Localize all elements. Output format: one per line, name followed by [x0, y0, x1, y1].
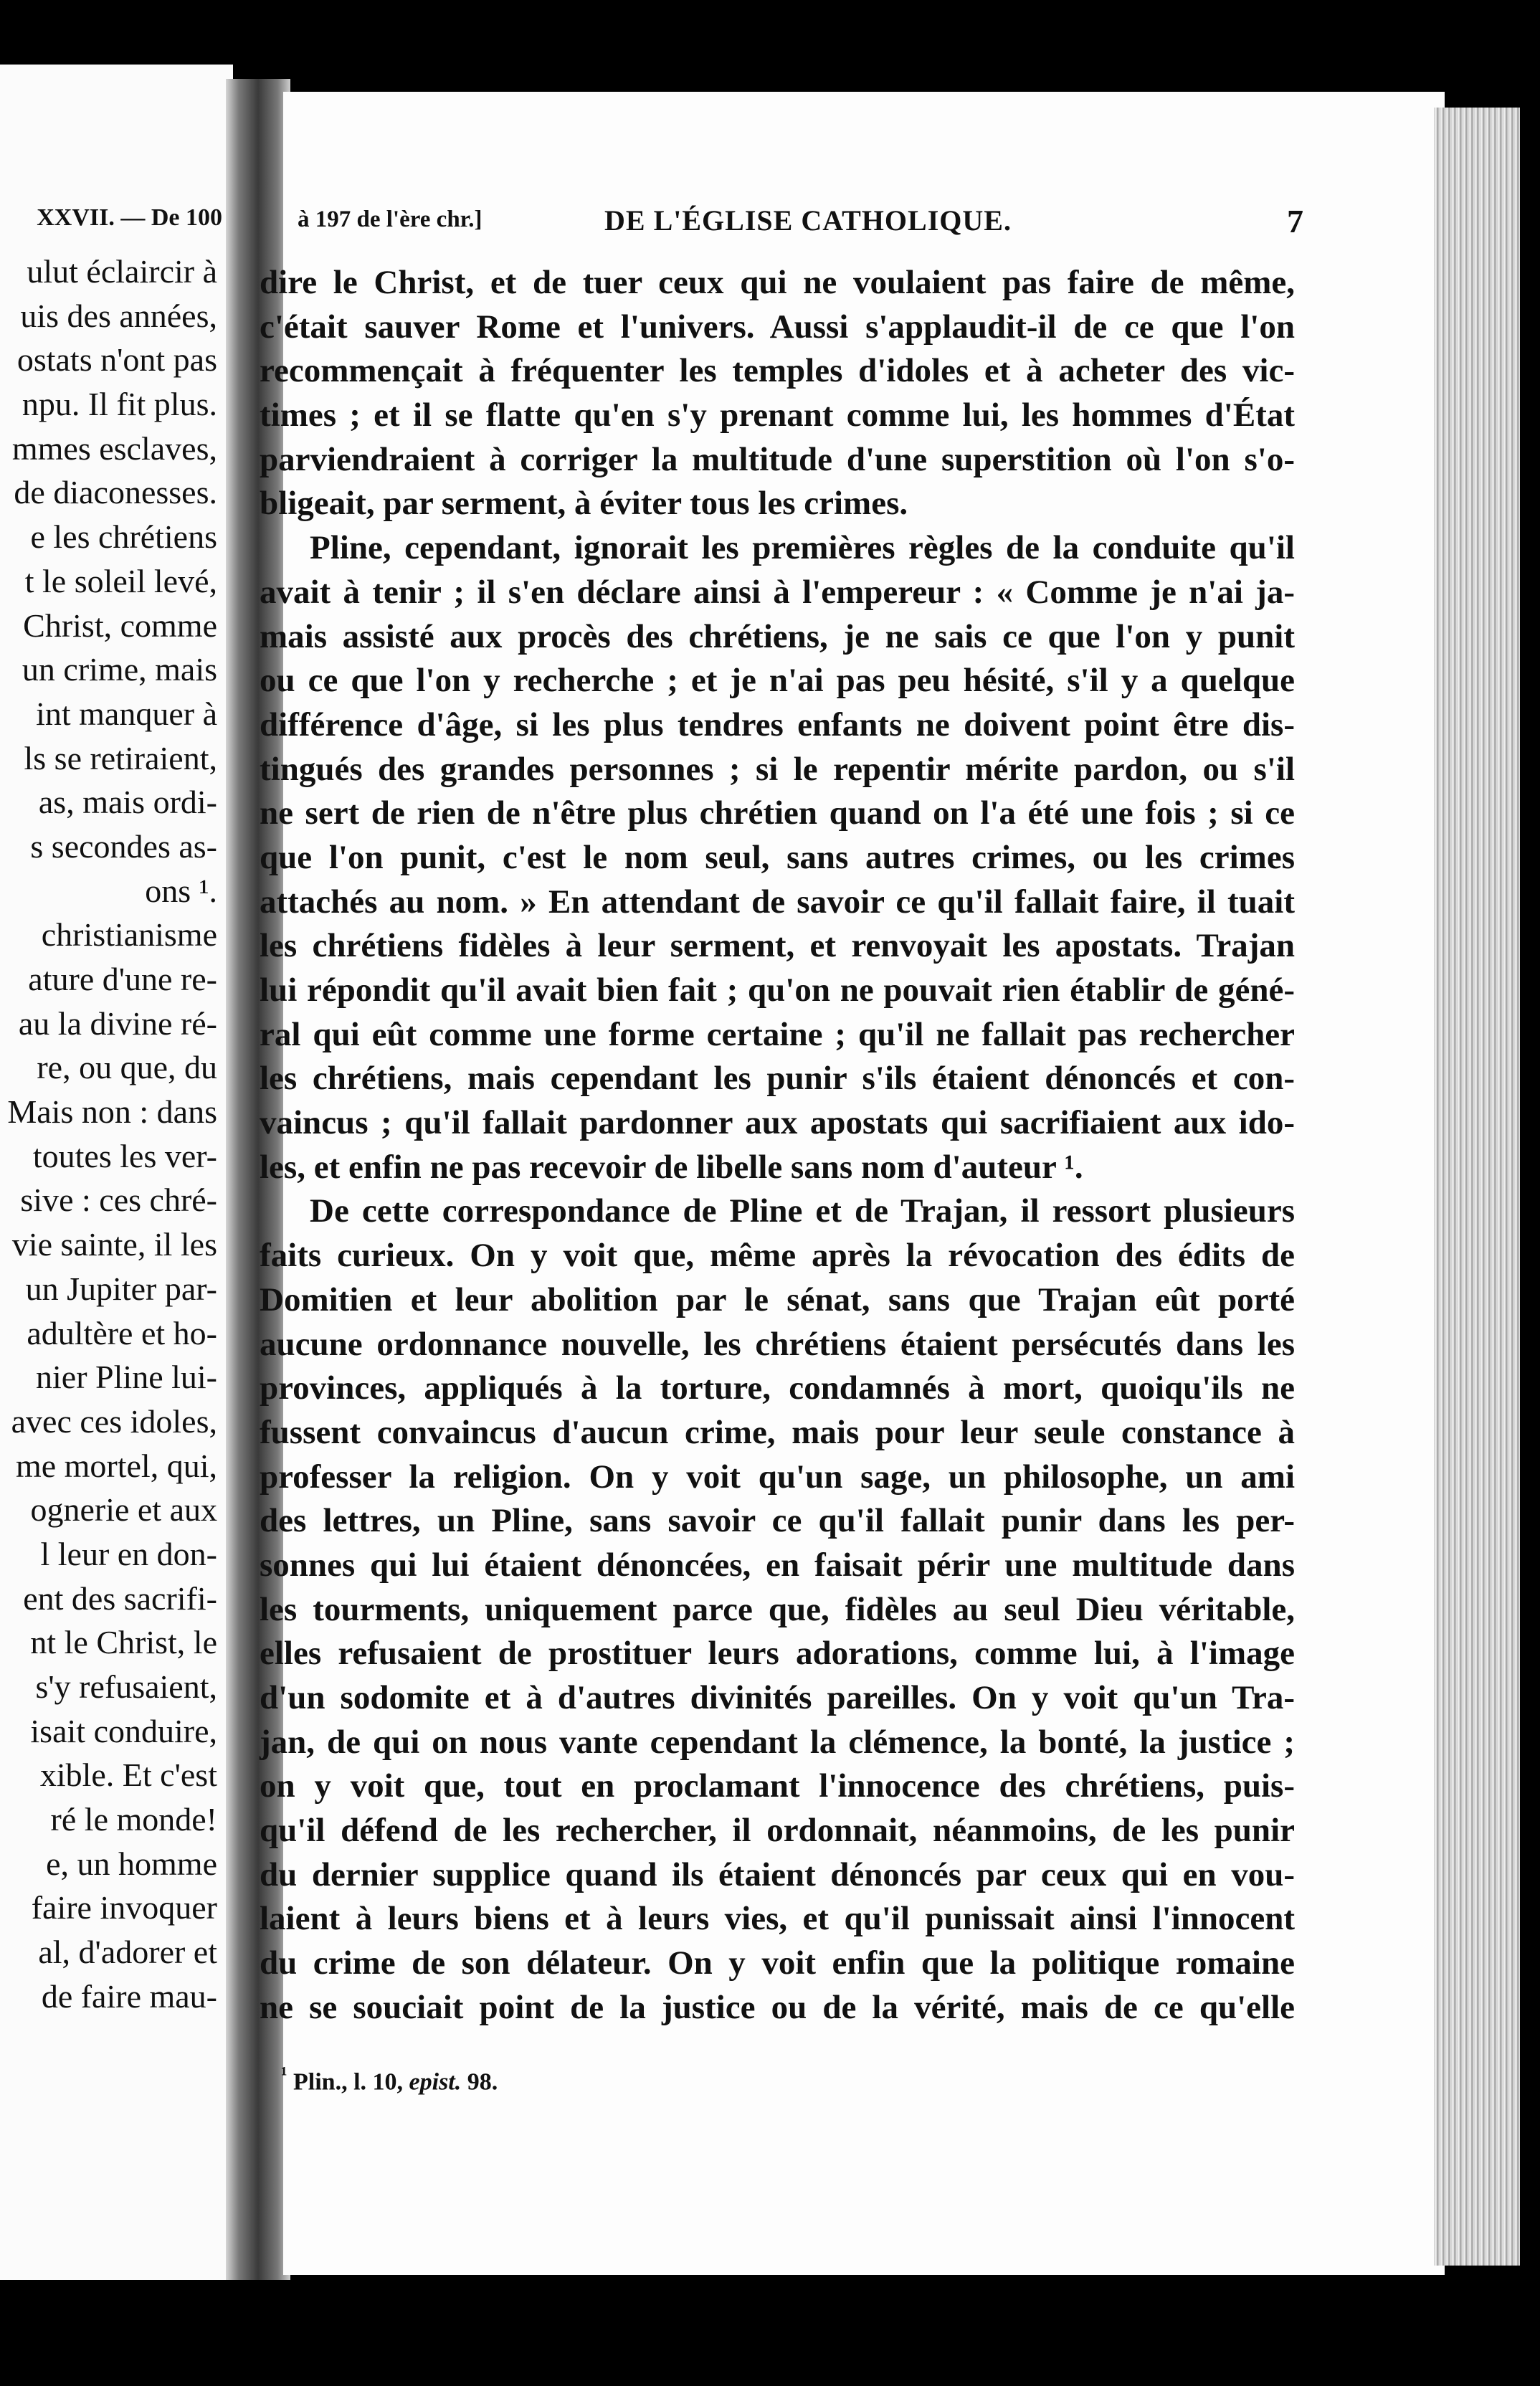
left-page-line: npu. Il fit plus. [22, 386, 217, 423]
text-line: les chrétiens fidèles à leur serment, et renvoyait les apostats. Trajan [260, 927, 1295, 965]
left-page-line: de faire mau- [41, 1977, 217, 2015]
text-line: du dernier supplice quand ils étaient dénoncés par ceux qui en vou- [260, 1855, 1295, 1893]
text-line: vaincus ; qu'il fallait pardonner aux apostats qui sacrifiaient aux ido- [260, 1104, 1295, 1142]
left-page-line: ognerie et aux [30, 1491, 217, 1529]
left-page-line: vie sainte, il les [11, 1226, 217, 1263]
text-line: Pline, cependant, ignorait les premières règles de la conduite qu'il [310, 529, 1295, 567]
text-line: sonnes qui lui étaient dénoncées, en faisait périr une multitude dans [260, 1546, 1295, 1584]
text-line: laient à leurs biens et à leurs vies, et qu'il punissait ainsi l'innocent [260, 1900, 1295, 1938]
footnote-number: 98. [467, 2068, 498, 2096]
text-line: attachés au nom. » En attendant de savoir ce qu'il fallait faire, il tuait [260, 883, 1295, 921]
left-page-line: ature d'une re- [28, 961, 217, 997]
left-page-line: nt le Christ, le [30, 1624, 217, 1661]
text-line: provinces, appliqués à la torture, condamnés à mort, quoiqu'ils ne [260, 1369, 1295, 1407]
text-line: aucune ordonnance nouvelle, les chrétiens étaient persécutés dans les [260, 1325, 1295, 1363]
text-line: du crime de son délateur. On y voit enfin que la politique romaine [260, 1944, 1295, 1982]
text-line: recommençait à fréquenter les temples d'idoles et à acheter des vic- [260, 352, 1295, 390]
text-line: d'un sodomite et à d'autres divinités pareilles. On y voit qu'un Tra- [260, 1679, 1295, 1716]
text-line: différence d'âge, si les plus tendres enfants ne doivent point être dis- [260, 705, 1295, 743]
text-line: que l'on punit, c'est le nom seul, sans autres crimes, ou les crimes [260, 838, 1295, 876]
left-page-line: faire invoquer [31, 1889, 217, 1926]
footnote-italic: epist. [409, 2068, 462, 2096]
left-page-line: al, d'adorer et [38, 1934, 217, 1971]
text-line: les chrétiens, mais cependant les punir s'ils étaient dénoncés et con- [260, 1060, 1295, 1098]
left-page-line: christianisme [41, 916, 217, 954]
running-head-date-range: à 197 de l'ère chr.] [298, 206, 483, 232]
text-line: mais assisté aux procès des chrétiens, je ne sais ce que l'on y punit [260, 617, 1295, 655]
text-line: ou ce que l'on y recherche ; et je n'ai pas peu hésité, s'il y a quelque [260, 662, 1295, 700]
left-page [0, 65, 233, 2280]
left-page-line: Mais non : dans [7, 1093, 217, 1131]
text-line: bligeait, par serment, à éviter tous les crimes. [260, 485, 908, 523]
left-page-line: me mortel, qui, [15, 1447, 217, 1484]
left-page-running-head: XXVII. — De 100 [37, 204, 222, 231]
left-page-line: t le soleil levé, [24, 562, 217, 599]
left-page-line: sive : ces chré- [20, 1182, 217, 1219]
text-line: avait à tenir ; il s'en déclare ainsi à l'empereur : « Comme je n'ai ja- [260, 573, 1295, 611]
text-line: jan, de qui on nous vante cependant la clémence, la bonté, la justice ; [260, 1723, 1295, 1761]
left-page-line: e les chrétiens [30, 518, 217, 556]
text-line: times ; et il se flatte qu'en s'y prenant comme lui, les hommes d'État [260, 396, 1295, 434]
text-line: c'était sauver Rome et l'univers. Aussi s'applaudit-il de ce que l'on [260, 308, 1295, 346]
page-number: 7 [1287, 203, 1303, 239]
left-page-line: avec ces idoles, [11, 1402, 217, 1440]
text-line: les, et enfin ne pas recevoir de libelle sans nom d'auteur ¹. [260, 1148, 1083, 1186]
text-line: lui répondit qu'il avait bien fait ; qu'on ne pouvait rien établir de géné- [260, 971, 1295, 1009]
left-page-line: ons ¹. [145, 872, 217, 909]
left-page-line: de diaconesses. [14, 474, 217, 511]
left-page-line: ostats n'ont pas [16, 341, 217, 379]
text-line: ne se souciait point de la justice ou de la vérité, mais de ce qu'elle [260, 1988, 1295, 2026]
text-line: Domitien et leur abolition par le sénat, sans que Trajan eût porté [260, 1280, 1295, 1318]
text-line: De cette correspondance de Pline et de Trajan, il ressort plusieurs [310, 1192, 1295, 1230]
left-page-line: s'y refusaient, [35, 1668, 217, 1705]
left-page-line: xible. Et c'est [39, 1757, 217, 1794]
left-page-line: l leur en don- [40, 1535, 217, 1572]
text-line: faits curieux. On y voit que, même après la révocation des édits de [260, 1237, 1295, 1275]
footnote-marker: ¹ [281, 2063, 287, 2086]
left-page-line: mmes esclaves, [11, 429, 217, 467]
page-edges [1434, 108, 1520, 2266]
text-line: dire le Christ, et de tuer ceux qui ne voulaient pas faire de même, [260, 264, 1295, 301]
left-page-text [0, 249, 217, 2019]
left-page-line: au la divine ré- [18, 1004, 217, 1042]
text-line: ral qui eût comme une forme certaine ; qu'il ne fallait pas rechercher [260, 1015, 1295, 1053]
text-line: on y voit que, tout en proclamant l'innocence des chrétiens, puis- [260, 1767, 1295, 1805]
left-page-line: un Jupiter par- [25, 1270, 217, 1307]
left-page-line: as, mais ordi- [38, 784, 217, 821]
footnote [281, 2063, 498, 2096]
main-text-block [260, 261, 1295, 2030]
left-page-line: uis des années, [20, 297, 217, 334]
text-line: parviendraient à corriger la multitude d'une superstition où l'on s'o- [260, 440, 1295, 478]
left-page-line: int manquer à [36, 695, 217, 732]
left-page-line: e, un homme [46, 1845, 217, 1882]
text-line: qu'il défend de les rechercher, il ordonnait, néanmoins, de les punir [260, 1812, 1295, 1850]
left-page-line: ls se retiraient, [24, 739, 217, 776]
left-page-line: nier Pline lui- [36, 1359, 217, 1396]
left-page-line: toutes les ver- [32, 1137, 217, 1174]
text-line: fussent convaincus d'aucun crime, mais pour leur seule constance à [260, 1413, 1295, 1451]
left-page-line: ré le monde! [50, 1801, 217, 1838]
text-line: les tourments, uniquement parce que, fidèles au seul Dieu véritable, [260, 1590, 1295, 1628]
running-head-title: DE L'ÉGLISE CATHOLIQUE. [604, 204, 1012, 237]
footnote-text: Plin., l. 10, [293, 2068, 404, 2096]
left-page-line: ent des sacrifi- [23, 1579, 217, 1617]
left-page-line: ulut éclaircir à [27, 253, 217, 290]
text-line: professer la religion. On y voit qu'un sage, un philosophe, un ami [260, 1458, 1295, 1496]
left-page-line: isait conduire, [30, 1712, 217, 1749]
left-page-line: un crime, mais [22, 651, 217, 688]
text-line: ne sert de rien de n'être plus chrétien quand on l'a été une fois ; si ce [260, 794, 1295, 832]
running-head [298, 203, 1303, 242]
text-line: elles refusaient de prostituer leurs adorations, comme lui, à l'image [260, 1635, 1295, 1673]
left-page-line: re, ou que, du [37, 1049, 217, 1086]
text-line: des lettres, un Pline, sans savoir ce qu'il fallait punir dans les per- [260, 1502, 1295, 1540]
text-line: tingués des grandes personnes ; si le repentir mérite pardon, ou s'il [260, 750, 1295, 788]
left-page-line: Christ, comme [23, 607, 217, 644]
left-page-line: adultère et ho- [27, 1314, 217, 1351]
left-page-line: s secondes as- [30, 827, 217, 865]
